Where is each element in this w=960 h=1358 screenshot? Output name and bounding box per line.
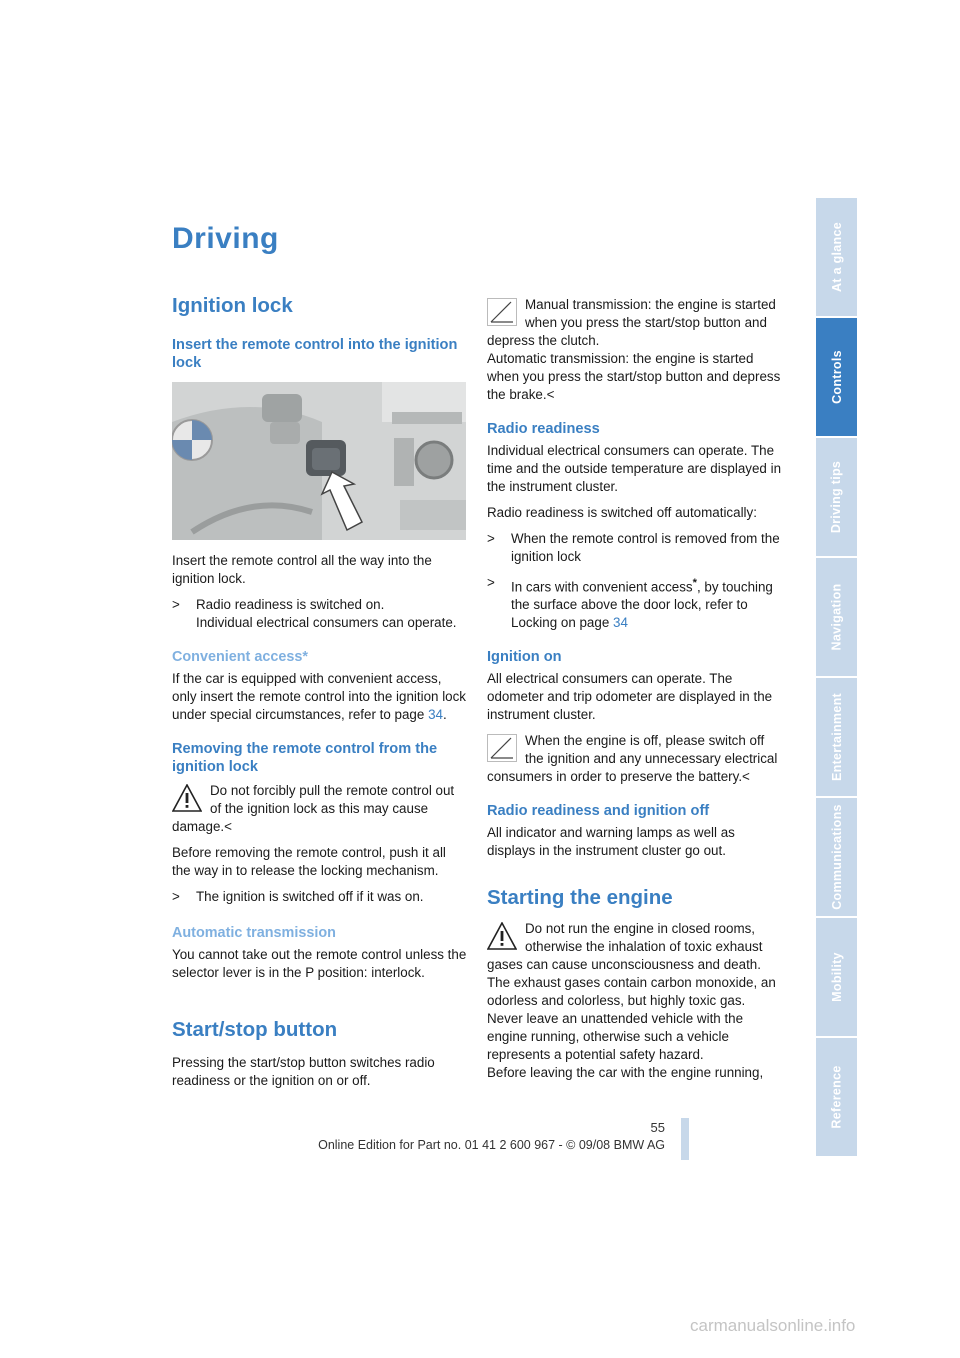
automatic-paragraph: You cannot take out the remote control unless the selector lever is in the P position: interlock. bbox=[172, 947, 467, 980]
heading-radio-ignition-off: Radio readiness and ignition off bbox=[487, 803, 710, 820]
list-item-text: In cars with convenient access bbox=[511, 579, 693, 595]
heading-removing-remote: Removing the remote control from the ignition lock bbox=[172, 741, 438, 775]
warning-icon bbox=[487, 922, 517, 950]
edition-note: Online Edition for Part no. 01 41 2 600 967 - © 09/08 BMW AG bbox=[318, 1138, 665, 1152]
warning-note bbox=[487, 920, 783, 1064]
insert-instruction: Insert the remote control all the way into the ignition lock. bbox=[172, 553, 432, 586]
warning-text: Do not forcibly pull the remote control out of the ignition lock as this may cause damage. bbox=[172, 783, 455, 834]
heading-start-stop: Start/stop button bbox=[172, 1018, 338, 1041]
bullet-marker: > bbox=[172, 889, 180, 904]
bullet-marker: > bbox=[487, 531, 495, 546]
period: . bbox=[442, 707, 447, 722]
right-column bbox=[487, 296, 783, 1082]
tab-communications[interactable] bbox=[816, 798, 857, 916]
note-icon bbox=[487, 298, 517, 326]
left-column bbox=[172, 294, 468, 1098]
before-leaving-paragraph: Before leaving the car with the engine running, bbox=[487, 1065, 764, 1081]
tab-controls[interactable] bbox=[816, 318, 857, 436]
tab-at-a-glance[interactable] bbox=[816, 198, 857, 316]
tab-label: Mobility bbox=[829, 952, 844, 1002]
list-item-text: When the remote control is removed from the ignition lock bbox=[511, 531, 780, 564]
list-item-text: , by touching the surface above the door lock, refer to Locking on page bbox=[511, 579, 773, 631]
heading-convenient-access: Convenient access* bbox=[172, 649, 308, 665]
removing-paragraph: Before removing the remote control, push it all the way in to release the locking mechanism. bbox=[172, 845, 446, 878]
list-item bbox=[172, 596, 468, 632]
warning-icon bbox=[172, 784, 202, 812]
bullet-marker: > bbox=[172, 597, 180, 612]
note-text: Automatic transmission: the engine is started when you press the start/stop button and depress the brake. bbox=[487, 351, 781, 402]
heading-radio-readiness: Radio readiness bbox=[487, 421, 600, 437]
end-marker: < bbox=[742, 769, 750, 785]
bullet-marker: > bbox=[487, 575, 495, 590]
list-item-text: Radio readiness is switched on. bbox=[196, 597, 385, 612]
page-link[interactable]: 34 bbox=[613, 615, 628, 631]
radio-off-paragraph: Radio readiness is switched off automatically: bbox=[487, 505, 757, 520]
heading-automatic-transmission: Automatic transmission bbox=[172, 925, 336, 941]
radio-paragraph: Individual electrical consumers can operate. The time and the outside temperature are displayed in the instrument cluster. bbox=[487, 443, 782, 494]
tab-label: Reference bbox=[829, 1065, 844, 1129]
tab-label: Entertainment bbox=[829, 693, 844, 781]
list-item bbox=[487, 574, 783, 632]
tab-navigation[interactable] bbox=[816, 558, 857, 676]
list-item bbox=[172, 888, 468, 906]
tab-label: Controls bbox=[829, 350, 844, 404]
watermark: carmanualsonline.info bbox=[690, 1316, 856, 1335]
tab-mobility[interactable] bbox=[816, 918, 857, 1036]
heading-starting-engine: Starting the engine bbox=[487, 886, 673, 910]
warning-text: Do not run the engine in closed rooms, otherwise the inhalation of toxic exhaust gases can cause unconsciousness and death. The exhaust gases contain carbon monoxide, an odorless and colorless, but highly toxic gas. Never leave an unattended vehicle with the engine running, otherwise such a vehicle represents a potential safety hazard. bbox=[487, 921, 776, 1063]
note-icon bbox=[487, 734, 517, 762]
footer-bar bbox=[681, 1118, 689, 1160]
tab-label: Navigation bbox=[829, 583, 844, 651]
page-link[interactable]: 34 bbox=[428, 707, 443, 722]
warning-note bbox=[172, 782, 468, 836]
tab-label: Communications bbox=[829, 804, 844, 910]
ignition-lock-photo bbox=[172, 382, 466, 540]
tab-entertainment[interactable] bbox=[816, 678, 857, 796]
note-text: Manual transmission: the engine is started when you press the start/stop button and depress the clutch. bbox=[487, 297, 776, 348]
convenient-paragraph bbox=[172, 670, 468, 724]
start-stop-paragraph: Pressing the start/stop button switches radio readiness or the ignition on or off. bbox=[172, 1055, 435, 1088]
heading-ignition-on: Ignition on bbox=[487, 649, 562, 666]
end-marker: < bbox=[546, 387, 555, 402]
tab-driving-tips[interactable] bbox=[816, 438, 857, 556]
info-note bbox=[487, 732, 783, 786]
list-item-text: Individual electrical consumers can operate. bbox=[196, 615, 457, 630]
heading-insert-remote: Insert the remote control into the ignition lock bbox=[172, 337, 458, 371]
end-marker: < bbox=[224, 819, 232, 834]
paragraph-text: If the car is equipped with convenient access, only insert the remote control into the ignition lock under special circumstances, refer to page bbox=[172, 671, 467, 722]
heading-ignition-lock: Ignition lock bbox=[172, 294, 293, 317]
info-note bbox=[487, 296, 783, 404]
ignition-on-paragraph: All electrical consumers can operate. The odometer and trip odometer are displayed in the instrument cluster. bbox=[487, 671, 773, 723]
tab-reference[interactable] bbox=[816, 1038, 857, 1156]
list-item-text: The ignition is switched off if it was on. bbox=[196, 889, 424, 904]
note-text: When the engine is off, please switch off the ignition and any unnecessary electrical consumers in order to preserve the battery. bbox=[487, 733, 778, 785]
page-number: 55 bbox=[650, 1120, 665, 1135]
list-item bbox=[487, 530, 783, 566]
tab-label: Driving tips bbox=[829, 460, 844, 534]
chapter-title: Driving bbox=[172, 222, 279, 255]
option-star: * bbox=[692, 577, 697, 589]
tab-label: At a glance bbox=[829, 222, 844, 292]
radio-ignition-off-paragraph: All indicator and warning lamps as well as displays in the instrument cluster go out. bbox=[487, 825, 735, 859]
